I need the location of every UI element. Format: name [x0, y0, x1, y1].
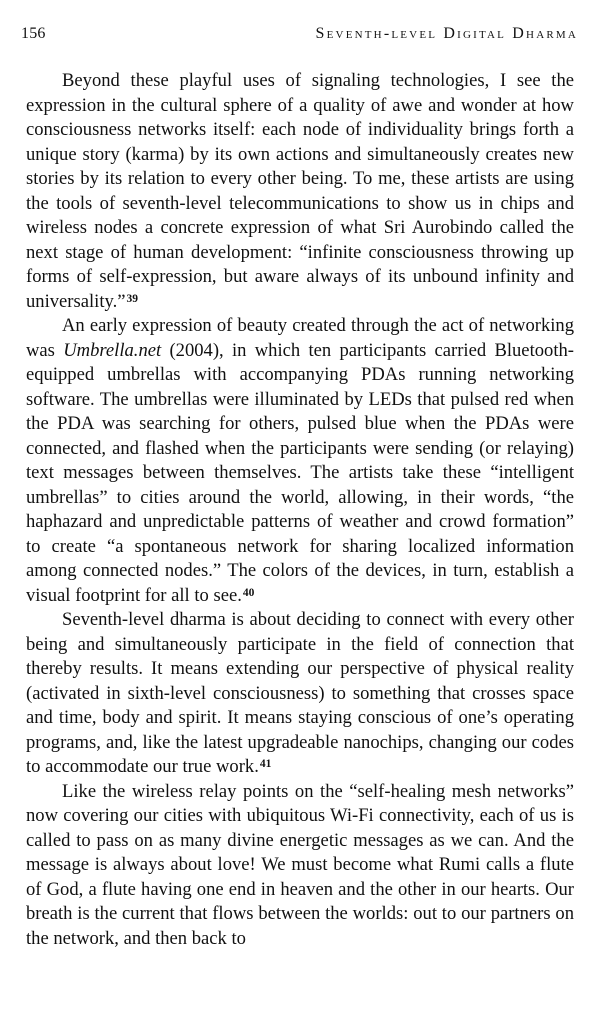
footnote-marker-40: 40 [242, 586, 255, 599]
paragraph-2-text-pre: An early expression of beauty created through the act of networking was [26, 315, 574, 361]
page-header [21, 23, 578, 45]
footnote-marker-41: 41 [259, 758, 272, 770]
paragraph-1-text: Beyond these playful uses of signaling technologies, I see the expression in the cultural sphere of a quality of awe and wonder at how consciousness networks itself: each node of individuality brings forth a unique story (karma) by its own actions and simultaneously creates new stories by its relation to every other being. To me, these artists are using the tools of seventh-level telecommunications to show us in chips and wireless nodes a concrete expression of what Sri Aurobindo called the next stage of human development: “infinite consciousness throwing up forms of self-expression, but aware always of its unbound infinity and universality.” [26, 70, 574, 312]
running-head: Seventh-level Digital Dharma [315, 25, 578, 42]
paragraph-3-text: Seventh-level dharma is about deciding to connect with every other being and simultaneously participate in the field of connection that thereby results. It means extending our perspective of physical reality (activated in sixth-level consciousness) to something that crosses space and time, body and spirit. It means staying conscious of one’s operating programs, and, like the latest upgradeable nanochips, changing our codes to accommodate our true work. [26, 609, 574, 777]
paragraph-2 [26, 314, 574, 608]
body-text [26, 69, 574, 951]
umbrella-net-title: Umbrella.net [63, 339, 162, 361]
paragraph-1 [26, 69, 574, 314]
paragraph-3 [26, 608, 574, 780]
paragraph-4-text: Like the wireless relay points on the “self-healing mesh networks” now covering our cities with ubiquitous Wi-Fi connectivity, each of us is called to pass on as many divine energetic messages as we can. And the message is always about love! We must become what Rumi calls a flute of God, a flute having one end in heaven and the other in our hearts. Our breath is the current that flows between the worlds: out to our partners on the network, and then back to [26, 780, 574, 949]
footnote-marker-39: 39 [126, 292, 138, 305]
paragraph-4 [26, 780, 574, 952]
paragraph-2-text-post: (2004), in which ten participants carried Bluetooth-equipped umbrellas with accompanying PDAs running networking software. The umbrellas were illuminated by LEDs that pulsed red when the PDA was searching for others, pulsed blue when the PDAs were connected, and flashed when the participants were sending (or relaying) text messages between themselves. The artists take these “intelligent umbrellas” to cities around the world, allowing, in their words, “the haphazard and unpredictable patterns of weather and crowd formation” to create “a spontaneous network for sharing localized information among connected nodes.” The colors of the devices, in turn, establish a visual footprint for all to see. [26, 339, 574, 606]
page-number: 156 [21, 25, 46, 42]
